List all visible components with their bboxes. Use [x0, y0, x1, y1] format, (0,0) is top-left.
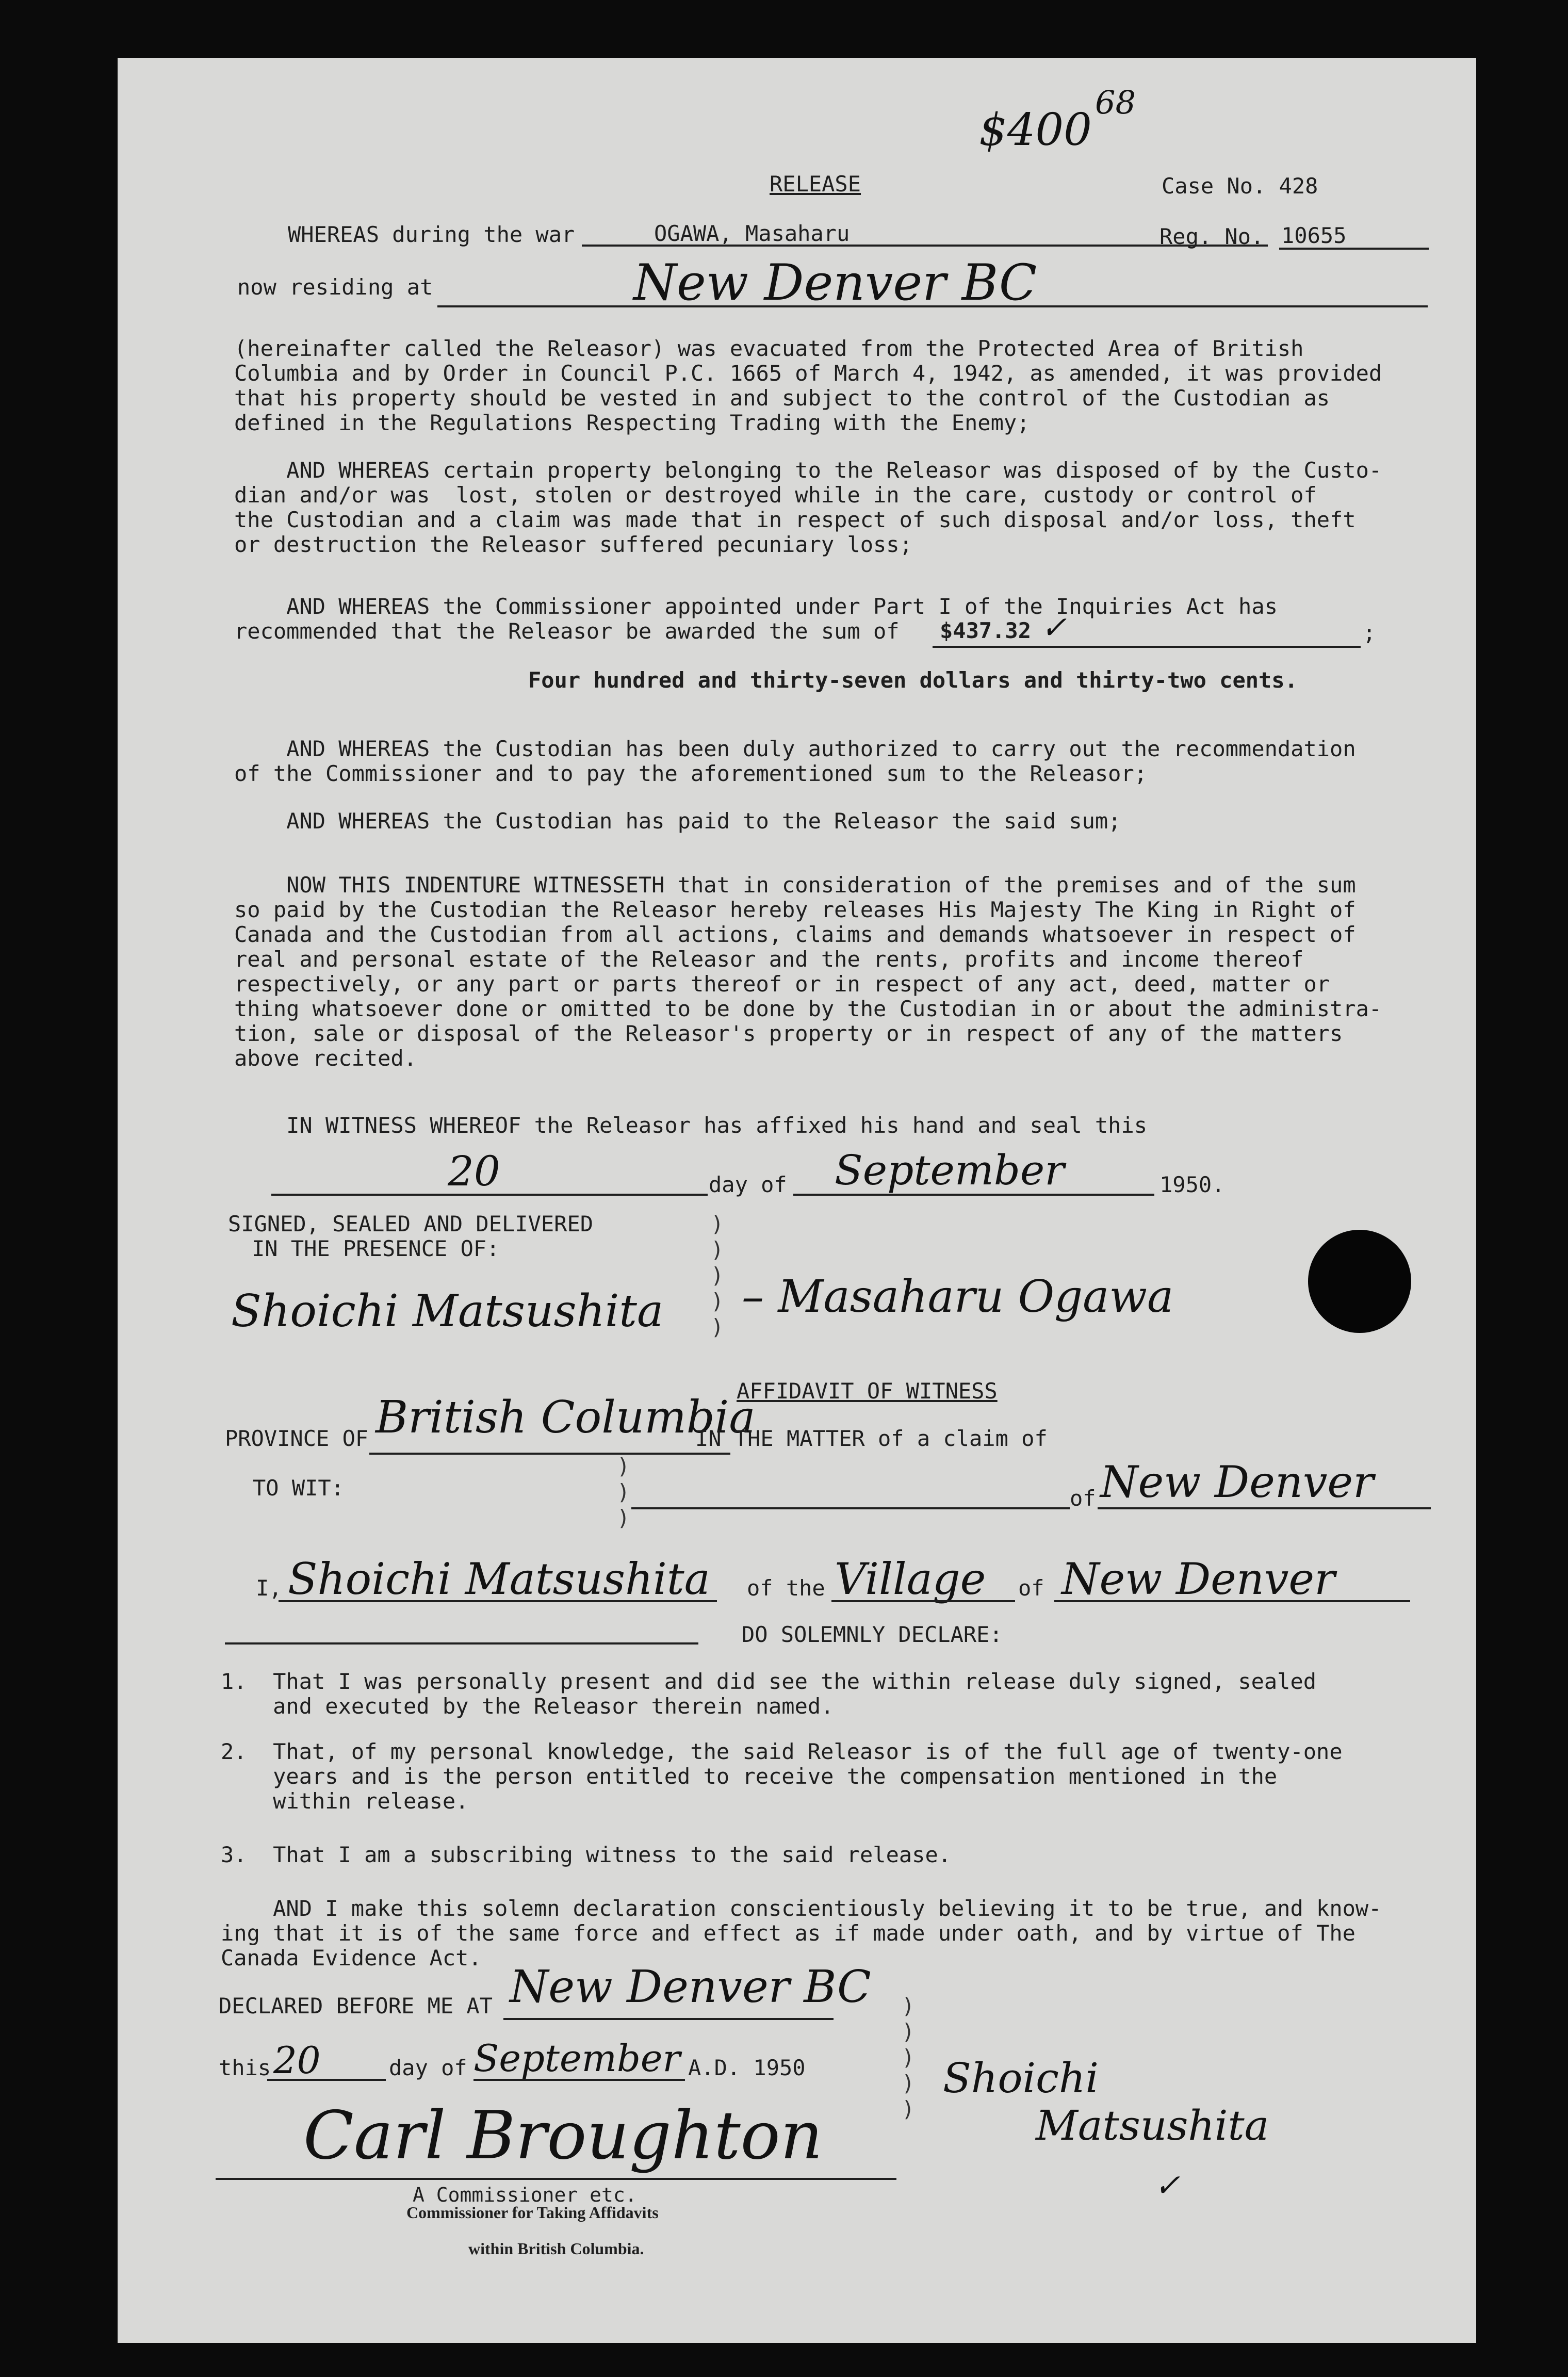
this-day-line: [267, 2079, 386, 2081]
paragraph-commissioner: AND WHEREAS the Commissioner appointed under Part I of the Inquiries Act has: [234, 594, 1278, 619]
this-label: this: [219, 2055, 271, 2080]
day-value: 20: [448, 1147, 500, 1195]
witness-signature-2-line1: Shoichi: [943, 2054, 1099, 2102]
solemn-declaration: AND I make this solemn declaration conscientiously believing it to be true, and know- ing that it is of the same force and effect as if made under oath, and by virtue of The Canada Evidence Act.: [221, 1896, 1382, 1971]
place-value: New Denver: [1061, 1554, 1335, 1604]
declaration-item-3: 3. That I am a subscribing witness to the said release.: [221, 1842, 952, 1867]
province-line: [369, 1453, 730, 1455]
witness-whereof: IN WITNESS WHEREOF the Releasor has affixed his hand and seal this: [234, 1113, 1148, 1138]
province-label: PROVINCE OF: [225, 1426, 369, 1451]
year-value: 1950.: [1159, 1172, 1225, 1197]
signed-label: SIGNED, SEALED AND DELIVERED: [228, 1211, 594, 1236]
declarant-name: Shoichi Matsushita: [288, 1554, 710, 1604]
of-label: of: [1070, 1486, 1096, 1511]
claim-place: New Denver: [1100, 1457, 1374, 1507]
claimant-line: [631, 1507, 1070, 1509]
releasor-signature: – Masaharu Ogawa: [742, 1271, 1174, 1323]
commissioner-stamp-line1: Commissioner for Taking Affidavits: [406, 2203, 659, 2222]
sum-line: [933, 646, 1361, 648]
paragraph-property-disposed: AND WHEREAS certain property belonging to the Releasor was disposed of by the Custo- dian and/or was lost, stolen or destroyed while in the care, custody or control of the Custodian and a claim was made that in respect of such disposal and/or loss, theft or destruction the Releasor suffered pecuniary loss;: [234, 458, 1382, 557]
witness-checkmark: ✓: [1154, 2168, 1181, 2204]
sum-terminator: ;: [1363, 620, 1376, 645]
declared-label: DECLARED BEFORE ME AT: [219, 1993, 493, 2018]
affidavit-brace: ) ) ): [617, 1454, 630, 1531]
of-the-label: of the: [747, 1575, 825, 1601]
handwritten-amount-cents: 68: [1095, 84, 1136, 121]
residing-value: New Denver BC: [633, 254, 1037, 312]
declare-line: [225, 1642, 698, 1645]
month-value: September: [835, 1146, 1065, 1194]
seal-dot: [1308, 1230, 1411, 1333]
place-type-line: [831, 1600, 1015, 1602]
province-value: British Columbia: [375, 1392, 756, 1443]
releasor-name: OGAWA, Masaharu: [654, 221, 850, 246]
commissioner-stamp-line2: within British Columbia.: [468, 2239, 644, 2258]
month2-value: September: [473, 2037, 680, 2080]
of2-label: of: [1018, 1575, 1044, 1601]
claim-place-line: [1098, 1507, 1431, 1509]
declared-line: [503, 2018, 834, 2020]
reg-label: Reg. No.: [1159, 224, 1264, 249]
case-number: Case No. 428: [1162, 173, 1318, 199]
declared-place: New Denver BC: [510, 1961, 871, 2013]
declaration-item-2: 2. That, of my personal knowledge, the said Releasor is of the full age of twenty-one years and is the person entitled to receive the compensation mentioned in the within release.: [221, 1739, 1343, 1814]
i-label: I,: [256, 1575, 282, 1601]
day-of-label: day of: [709, 1172, 787, 1197]
day-of2-label: day of: [389, 2055, 467, 2080]
ad-year: A.D. 1950: [688, 2055, 806, 2080]
place-type: Village: [835, 1554, 986, 1604]
document-title: RELEASE: [770, 171, 861, 197]
commissioner-line: [216, 2178, 896, 2180]
commissioner-label: A Commissioner etc.: [413, 2184, 637, 2206]
declarant-line: [279, 1600, 717, 1602]
month2-line: [473, 2079, 685, 2081]
this-day: 20: [273, 2039, 321, 2082]
declaration-item-1: 1. That I was personally present and did see the within release duly signed, sealed and executed by the Releasor therein named.: [221, 1669, 1317, 1719]
reg-line: [1279, 248, 1429, 250]
paragraph-authorized: AND WHEREAS the Custodian has been duly authorized to carry out the recommendation of the Commissioner and to pay the aforementioned sum to the Releasor;: [234, 736, 1356, 786]
paragraph-evacuation: (hereinafter called the Releasor) was evacuated from the Protected Area of British Columbia and by Order in Council P.C. 1665 of March 4, 1942, as amended, it was provided that his property should be vested in and subject to the control of the Custodian as defined in the Regulations Respecting Trading with the Enemy;: [234, 336, 1382, 435]
to-wit-label: TO WIT:: [253, 1475, 345, 1501]
handwritten-amount: $400: [979, 104, 1092, 156]
matter-label: IN THE MATTER of a claim of: [695, 1426, 1048, 1451]
signing-brace: ) ) ) ) ): [711, 1211, 724, 1340]
declare-label: DO SOLEMNLY DECLARE:: [742, 1622, 1003, 1647]
document-page: [118, 58, 1476, 2343]
paragraph-indenture: NOW THIS INDENTURE WITNESSETH that in consideration of the premises and of the sum so paid by the Custodian the Releasor hereby releases His Majesty The King in Right of Canada and the Custodian from all actions, claims and demands whatsoever in respect of real and personal estate of the Releasor and the rents, profits and income thereof respectively, or any part or parts thereof or in respect of any act, deed, matter or thing whatsoever done or omitted to be done by the Custodian in or about the administra- tion, sale or disposal of the Releasor's property or in respect of any of the matters above recited.: [234, 872, 1382, 1071]
sum-in-words: Four hundred and thirty-seven dollars and thirty-two cents.: [528, 667, 1298, 693]
whereas-label: WHEREAS during the war: [288, 222, 575, 247]
reg-number: 10655: [1281, 223, 1347, 248]
sum-checkmark: ✓: [1041, 610, 1067, 646]
place-line: [1054, 1600, 1410, 1602]
sum-amount: $437.32: [940, 618, 1032, 643]
commissioner-signature: Carl Broughton: [303, 2097, 823, 2174]
declared-brace: ) ) ) ) ): [902, 1993, 915, 2122]
residing-label: now residing at: [237, 274, 433, 300]
affidavit-title: AFFIDAVIT OF WITNESS: [737, 1378, 998, 1404]
paragraph-commissioner-2: recommended that the Releasor be awarded the sum of: [234, 618, 900, 644]
witness-signature: Shoichi Matsushita: [231, 1285, 664, 1337]
witness-signature-2-line2: Matsushita: [1036, 2102, 1269, 2150]
paragraph-paid: AND WHEREAS the Custodian has paid to the Releasor the said sum;: [234, 808, 1121, 834]
presence-label: IN THE PRESENCE OF:: [252, 1236, 500, 1261]
